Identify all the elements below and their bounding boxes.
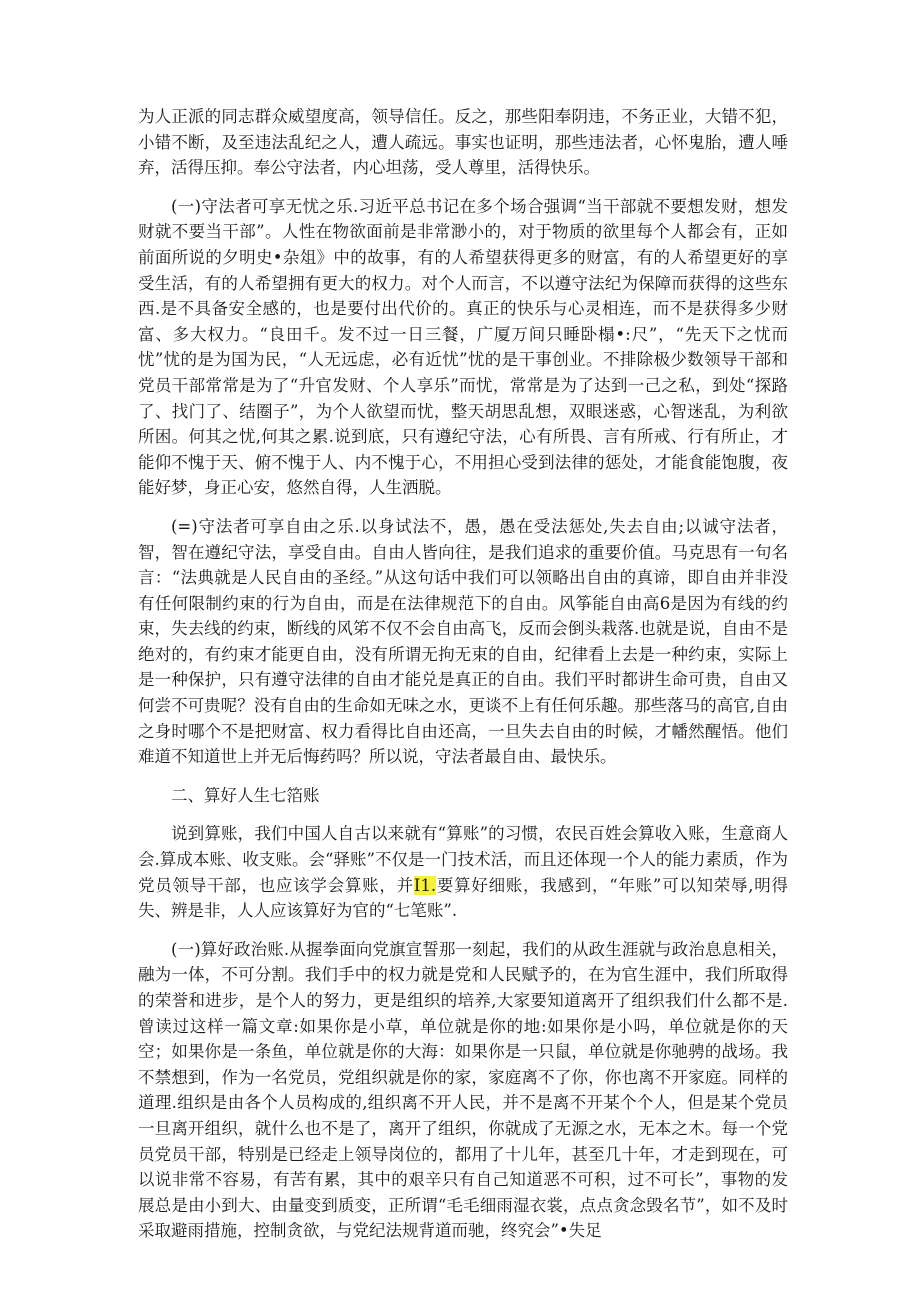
paragraph-political-account: (一)算好政治账.从握拳面向党旗宣誓那一刻起，我们的从政生涯就与政治息息相关，融为一体，不可分割。我们手中的权力就是党和人民赋予的，在为官生涯中，我们所取得的荣誉和进步，是个人的努力，更是组织的培养,大家要知道离开了组织我们什么都不是.曾读过这样一篇文章:如果你是小草，单位就是你的地:如果你是小吗，单位就是你的天空；如果你是一条鱼，单位就是你的大海：如果你是一只鼠，单位就是你驰骋的战场。我不禁想到，作为一名党员，党组织就是你的家，家庭离不了你，你也离不开家庭。同样的道理.组织是由各个人员构成的,组织离不开人民，并不是离不开某个个人，但是某个党员一旦离开组织，就什么也不是了，离开了组织，你就成了无源之水，无本之木。每一个党员党员干部，特别是已经走上领导岗位的，都用了十儿年，甚至几十年，才走到现在，可以说非常不容易，有苦有累，其中的艰辛只有自己知道恶不可积，过不可长”，事物的发展总是由小到大、由量变到质变，正所谓“毛毛细雨湿衣裳，点点贪念毁名节”，如不及时采取避雨措施，控制贪欲，与党纪法规背道而驰，终究会”•失足 <box>138 939 788 1241</box>
document-page <box>138 104 788 1257</box>
highlighted-text: I1. <box>413 875 437 895</box>
paragraph-accounting-text-after: 要算好细账，我感到，“年账”可以知荣辱,明得失、辨是非，人人应该算好为官的“七笔账”. <box>138 875 788 921</box>
paragraph-intro: 为人正派的同志群众威望度高，领导信任。反之，那些阳奉阴违，不务正业，大错不犯，小错不断，及至违法乱纪之人，遭人疏远。事实也证明，那些违法者，心怀鬼胎，遭人唾弃，活得压抑。奉公守法者，内心坦荡，受人尊里，活得快乐。 <box>138 107 788 178</box>
paragraph-worry-free: (一)守法者可享无忧之乐.习近平总书记在多个场合强调“当干部就不要想发财，想发财就不要当干部”。人性在物欲面前是非常渺小的，对于物质的欲里每个人都会有，正如前面所说的夕明史•杂俎》中的故事，有的人希望获得更多的财富，有的人希望更好的享受生活，有的人希望拥有更大的权力。对个人而言，不以遵守法纪为保障而获得的这些东西.是不具备安全感的，也是要付出代价的。真正的快乐与心灵相连，而不是获得多少财富、多大权力。“良田千。发不过一日三餐，广厦万间只睡卧榻•:尺”，“先天下之忧而忧”忧的是为国为民，“人无远虑，必有近忧”忧的是干事创业。不排除极少数领导干部和党员干部常常是为了“升官发财、个人享乐”而忧，常常是为了达到一己之私，到处“探路了、找门了、结圈子”，为个人欲望而忧，整天胡思乱想，双眼迷惑，心智迷乱，为利欲所困。何其之忧,何其之累.说到底，只有遵纪守法，心有所畏、言有所戒、行有所止，才能仰不愧于天、俯不愧于人、内不愧于心，不用担心受到法律的惩处，才能食能饱腹，夜能好梦，身正心安，悠然自得，人生洒脱。 <box>138 196 788 498</box>
paragraph-accounting-text-before: 说到算账，我们中国人自古以来就有“算账”的习惯，农民百姓会算收入账，生意商人会.算成本账、收支账。会“驿账”不仅是一门技术活，而且还体现一个人的能力素质，作为党员领导干部，也应该学会算账，并 <box>138 824 788 895</box>
paragraph-accounting <box>138 821 788 923</box>
paragraph-freedom: (=)守法者可享自由之乐.以身试法不，愚，愚在受法惩处,失去自由;以诚守法者，智，智在遵纪守法，享受自由。自由人皆向往，是我们追求的重要价值。马克思有一句名言：“法典就是人民自由的圣经。”从这句话中我们可以领略出自由的真谛，即自由并非没有任何限制约束的行为自由，而是在法律规范下的自由。风筝能自由高6是因为有线的约束，失去线的约束，断线的风笫不仅不会自由高飞，反而会倒头栽落.也就是说，自由不是绝对的，有约束才能更自由，没有所谓无拘无束的自由，纪律看上去是一种约束，实际上是一种保护，只有遵守法律的自由才能兑是真正的自由。我们平时都讲生命可贵，自由又何尝不可贵呢？没有自由的生命如无味之水，更谈不上有任何乐趣。那些落马的高官,自由之身时哪个不是把财富、权力看得比自由还高，一旦失去自由的时候，才幡然醒悟。他们难道不知道世上并无后悔药吗？所以说，守法者最自由、最快乐。 <box>138 516 788 767</box>
section-heading: 二、算好人生七箔账 <box>171 785 320 805</box>
